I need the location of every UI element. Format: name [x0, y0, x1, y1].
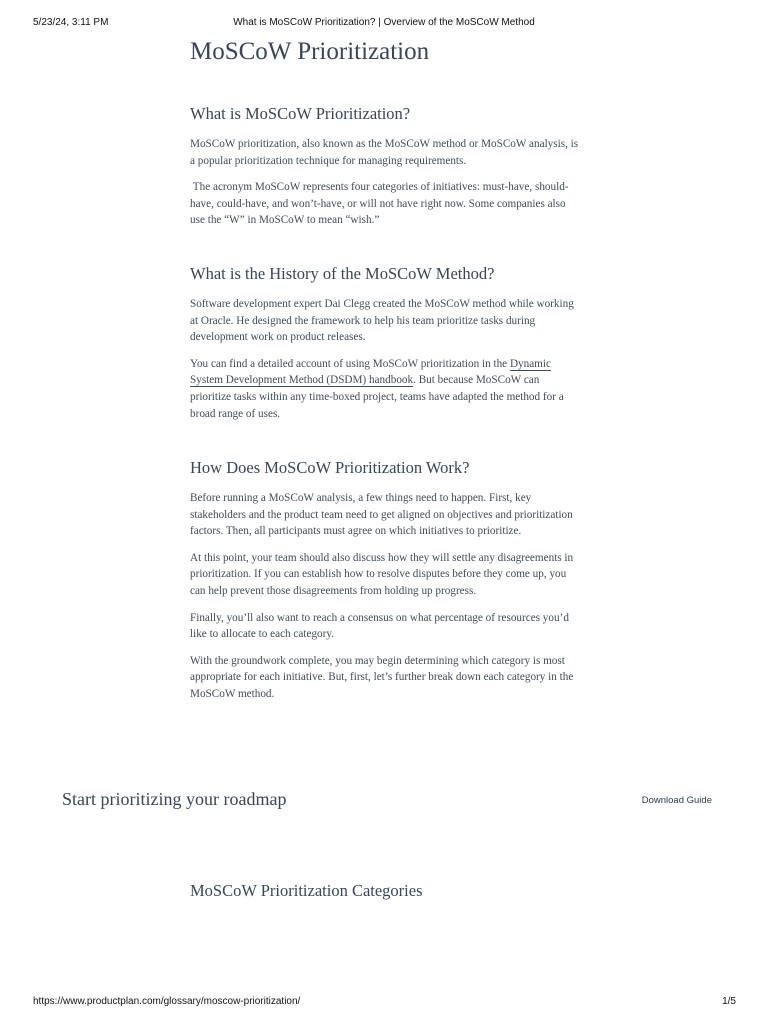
section-heading: What is MoSCoW Prioritization?	[190, 104, 411, 123]
paragraph: Before running a MoSCoW analysis, a few things need to happen. First, key stakeholders and the product team need to get aligned on objectives and prioritization factors. Then, all participants must agree on which initiatives to prioritize.	[190, 492, 573, 538]
paragraph-with-link	[190, 356, 580, 422]
section-heading: What is the History of the MoSCoW Method?	[190, 264, 495, 283]
paragraph: With the groundwork complete, you may begin determining which category is most appropriate for each initiative. But, first, let’s further break down each category in the MoSCoW method.	[190, 654, 574, 700]
print-document-title: What is MoSCoW Prioritization? | Overview of the MoSCoW Method	[233, 17, 535, 28]
section-heading: MoSCoW Prioritization Categories	[190, 881, 423, 900]
print-datetime: 5/23/24, 3:11 PM	[33, 17, 109, 28]
download-guide-button[interactable]: Download Guide	[641, 795, 712, 806]
section-categories	[190, 881, 423, 901]
paragraph: The acronym MoSCoW represents four categories of initiatives: must-have, should-have, could-have, and won’t-have, or will not have right now. Some companies also use the “W” in MoSCoW to mean “wish.”	[190, 181, 569, 227]
paragraph: Software development expert Dai Clegg created the MoSCoW method while working at Oracle. He designed the framework to help his team prioritize tasks during development work on product releases.	[190, 298, 574, 344]
section-what-is-moscow	[190, 104, 580, 229]
section-how-it-works	[190, 458, 580, 703]
print-page-number: 1/5	[722, 996, 736, 1007]
section-heading: How Does MoSCoW Prioritization Work?	[190, 458, 470, 477]
dsdm-handbook-link[interactable]: Dynamic System Development Method (DSDM) handbook	[190, 357, 551, 387]
print-header	[0, 17, 768, 31]
print-url: https://www.productplan.com/glossary/moscow-prioritization/	[33, 996, 301, 1007]
cta-text: Start prioritizing your roadmap	[62, 789, 287, 809]
paragraph: Finally, you’ll also want to reach a consensus on what percentage of resources you’d like to allocate to each category.	[190, 611, 569, 641]
paragraph: At this point, your team should also discuss how they will settle any disagreements in prioritization. If you can establish how to resolve disputes before they come up, you can help prevent those disagreements from holding up progress.	[190, 551, 574, 597]
cta-banner	[62, 789, 714, 815]
print-footer	[0, 996, 768, 1010]
paragraph-text-after-link: . But because MoSCoW can prioritize tasks within any time-boxed project, teams have adapted the method for a broad range of uses.	[190, 374, 564, 420]
page-title: MoSCoW Prioritization	[190, 38, 430, 65]
section-history	[190, 264, 580, 422]
paragraph-text-before-link: You can find a detailed account of using MoSCoW prioritization in the	[190, 357, 510, 370]
paragraph: MoSCoW prioritization, also known as the MoSCoW method or MoSCoW analysis, is a popular prioritization technique for managing requirements.	[190, 138, 579, 167]
